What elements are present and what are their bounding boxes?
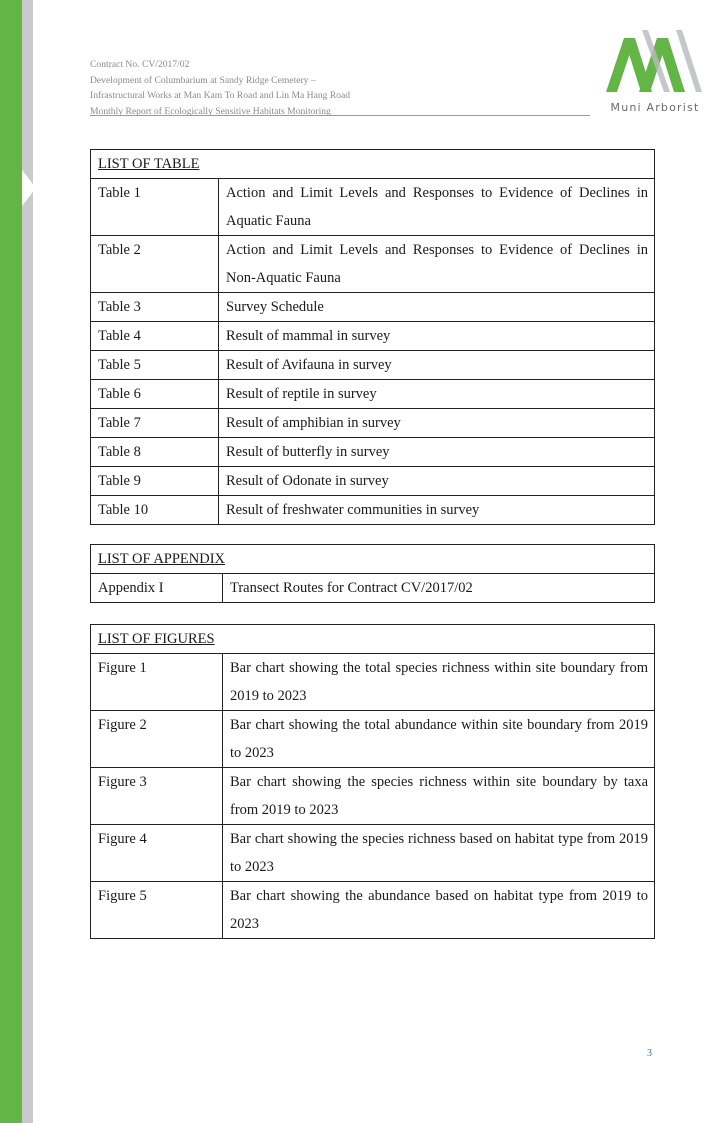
header-divider: [90, 115, 590, 116]
list-of-appendix: [90, 544, 655, 603]
document-header: [90, 57, 590, 119]
table-row: [91, 322, 655, 351]
row-description: Result of mammal in survey: [219, 322, 655, 351]
row-description: Action and Limit Levels and Responses to Evidence of Declines in Aquatic Fauna: [219, 179, 655, 236]
header-works-title: Infrastructural Works at Man Kam To Road and Lin Ma Hang Road: [90, 90, 351, 101]
logo-mark-icon: [602, 24, 708, 100]
row-label: Figure 3: [91, 768, 223, 825]
header-project-title: Development of Columbarium at Sandy Ridge Cemetery –: [90, 74, 316, 86]
row-description: Transect Routes for Contract CV/2017/02: [223, 574, 655, 603]
table-row: [91, 496, 655, 525]
logo-wordmark: Muni Arborist: [610, 101, 700, 114]
table-row: [91, 409, 655, 438]
table-row: [91, 179, 655, 236]
row-label: Table 3: [91, 293, 219, 322]
list-title-row: [91, 625, 655, 654]
muni-arborist-logo: [602, 24, 708, 120]
list-of-figures: [90, 624, 655, 939]
table-row: [91, 467, 655, 496]
table-row: [91, 654, 655, 711]
table-row: [91, 574, 655, 603]
left-green-stripe: [0, 0, 22, 1123]
row-description: Survey Schedule: [219, 293, 655, 322]
row-label: Table 7: [91, 409, 219, 438]
row-label: Figure 2: [91, 711, 223, 768]
header-report-title: Monthly Report of Ecologically Sensitive Habitats Monitoring: [90, 105, 331, 117]
list-title-row: [91, 545, 655, 574]
row-description: Bar chart showing the total species richness within site boundary from 2019 to 2023: [223, 654, 655, 711]
header-contract-no: Contract No. CV/2017/02: [90, 59, 190, 70]
row-description: Result of amphibian in survey: [219, 409, 655, 438]
stripe-notch-arrow: [22, 170, 36, 206]
table-row: [91, 711, 655, 768]
row-description: Result of Odonate in survey: [219, 467, 655, 496]
left-grey-stripe: [22, 0, 33, 1123]
row-description: Action and Limit Levels and Responses to Evidence of Declines in Non-Aquatic Fauna: [219, 236, 655, 293]
table-row: [91, 380, 655, 409]
table-row: [91, 293, 655, 322]
table-row: [91, 768, 655, 825]
row-label: Table 9: [91, 467, 219, 496]
list-of-tables-title: LIST OF TABLE: [91, 150, 655, 179]
row-label: Figure 5: [91, 882, 223, 939]
row-description: Bar chart showing the abundance based on habitat type from 2019 to 2023: [223, 882, 655, 939]
table-row: [91, 882, 655, 939]
row-label: Table 1: [91, 179, 219, 236]
row-label: Figure 4: [91, 825, 223, 882]
row-description: Result of freshwater communities in survey: [219, 496, 655, 525]
row-description: Bar chart showing the total abundance within site boundary from 2019 to 2023: [223, 711, 655, 768]
list-title-row: [91, 150, 655, 179]
row-label: Table 5: [91, 351, 219, 380]
row-label: Table 8: [91, 438, 219, 467]
list-of-tables: [90, 149, 655, 525]
row-description: Result of butterfly in survey: [219, 438, 655, 467]
list-of-figures-title: LIST OF FIGURES: [91, 625, 655, 654]
row-description: Result of reptile in survey: [219, 380, 655, 409]
table-row: [91, 351, 655, 380]
row-label: Table 4: [91, 322, 219, 351]
list-of-appendix-title: LIST OF APPENDIX: [91, 545, 655, 574]
row-label: Figure 1: [91, 654, 223, 711]
row-label: Table 6: [91, 380, 219, 409]
row-label: Table 2: [91, 236, 219, 293]
page-number: 3: [647, 1048, 652, 1059]
row-label: Table 10: [91, 496, 219, 525]
table-row: [91, 438, 655, 467]
table-row: [91, 236, 655, 293]
row-description: Result of Avifauna in survey: [219, 351, 655, 380]
row-description: Bar chart showing the species richness based on habitat type from 2019 to 2023: [223, 825, 655, 882]
row-description: Bar chart showing the species richness within site boundary by taxa from 2019 to 2023: [223, 768, 655, 825]
row-label: Appendix I: [91, 574, 223, 603]
table-row: [91, 825, 655, 882]
